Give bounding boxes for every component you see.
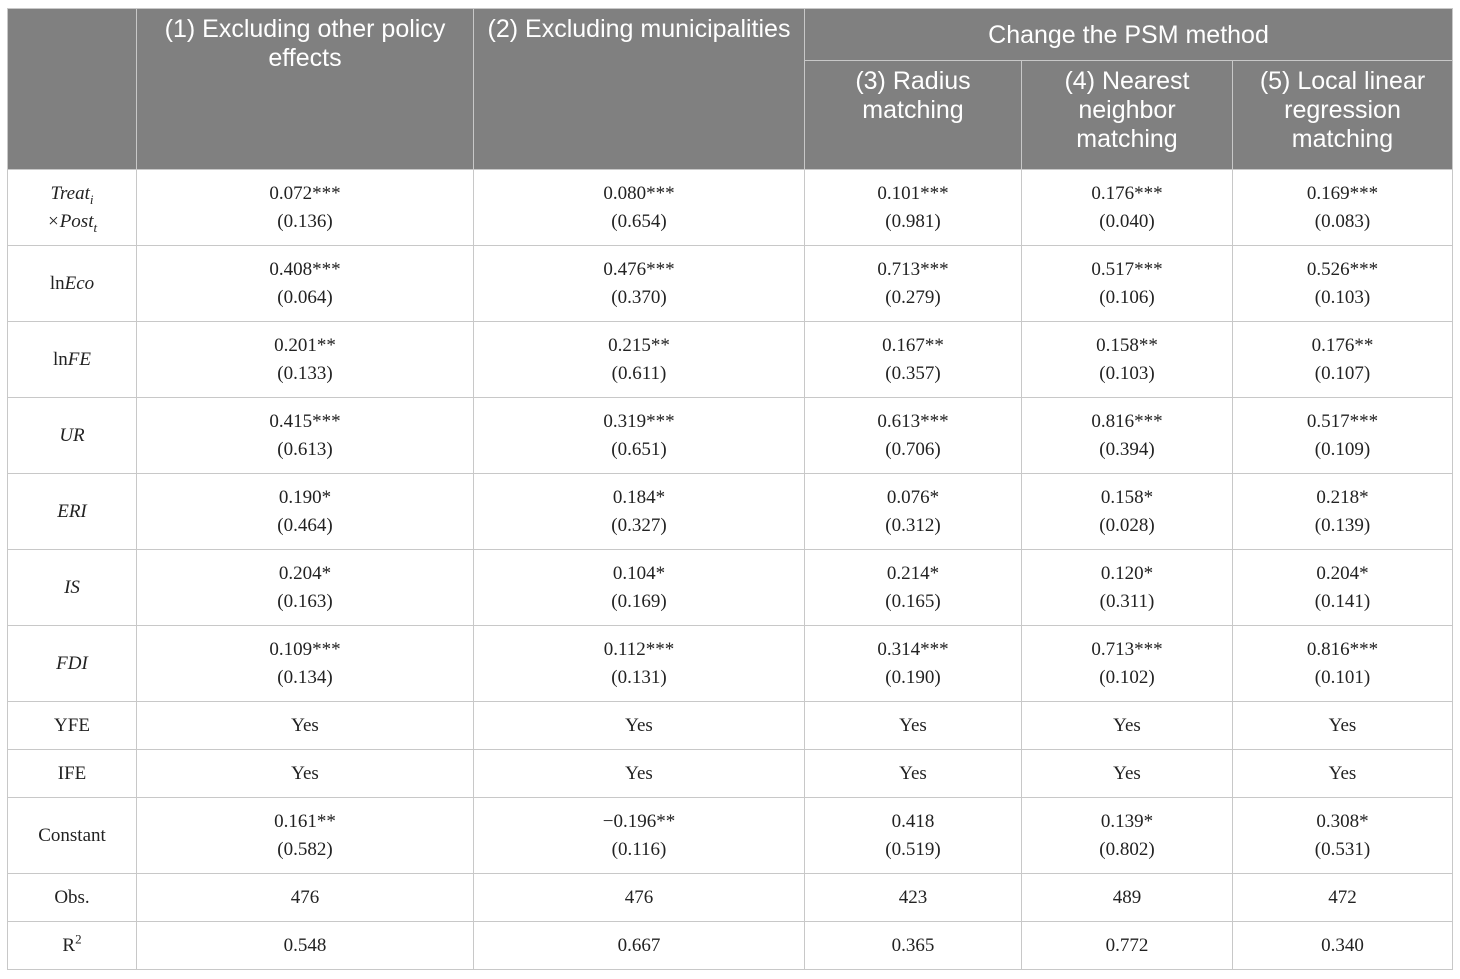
cell-lneco-col4	[1022, 246, 1233, 322]
col-header-2: (2) Excluding municipalities	[474, 9, 805, 170]
table-header	[8, 9, 1453, 170]
col-header-5-text: (5) Local linear regression matching	[1259, 67, 1426, 153]
standard-error: (0.040)	[1099, 210, 1155, 232]
table-row-lnfe	[8, 322, 1453, 398]
cell-lnfe-col4	[1022, 322, 1233, 398]
coefficient: 0.169***	[1306, 182, 1379, 204]
cell-fdi-col1	[137, 626, 474, 702]
label-variable: ERI	[57, 500, 87, 522]
standard-error: (0.107)	[1314, 362, 1371, 384]
table-row-obs	[8, 874, 1453, 922]
cell-yfe-col4: Yes	[1022, 702, 1233, 750]
coefficient: 0.167**	[882, 334, 944, 356]
cell-lnfe-col3	[805, 322, 1022, 398]
standard-error: (0.169)	[611, 590, 667, 612]
regression-table	[7, 8, 1453, 970]
standard-error: (0.802)	[1099, 838, 1155, 860]
cell-r2-col2: 0.667	[474, 922, 805, 970]
coefficient: 0.201**	[274, 334, 336, 356]
coefficient: 0.184*	[612, 486, 666, 508]
table-row-fdi	[8, 626, 1453, 702]
row-label-lnfe	[8, 322, 137, 398]
table-row-r2	[8, 922, 1453, 970]
coefficient: 0.215**	[608, 334, 670, 356]
coefficient: 0.101***	[877, 182, 949, 204]
cell-lnfe-col2	[474, 322, 805, 398]
label-variable: IS	[64, 576, 80, 598]
col-header-1: (1) Excluding other policy effects	[137, 9, 474, 170]
coefficient: 0.713***	[877, 258, 949, 280]
coefficient: 0.816***	[1306, 638, 1379, 660]
standard-error: (0.357)	[885, 362, 941, 384]
standard-error: (0.519)	[885, 838, 941, 860]
cell-is-col4	[1022, 550, 1233, 626]
standard-error: (0.531)	[1314, 838, 1371, 860]
standard-error: (0.131)	[611, 666, 667, 688]
cell-yfe-col2: Yes	[474, 702, 805, 750]
table-row-eri	[8, 474, 1453, 550]
cell-yfe-col3: Yes	[805, 702, 1022, 750]
label-post-subscript: t	[93, 219, 98, 235]
standard-error: (0.327)	[611, 514, 667, 536]
cell-ife-col1: Yes	[137, 750, 474, 798]
standard-error: (0.582)	[277, 838, 333, 860]
cell-fdi-col5	[1233, 626, 1453, 702]
coefficient: 0.526***	[1306, 258, 1379, 280]
cell-obs-col5: 472	[1233, 874, 1453, 922]
cell-constant-col2	[474, 798, 805, 874]
standard-error: (0.139)	[1314, 514, 1371, 536]
standard-error: (0.394)	[1099, 438, 1155, 460]
table-body	[8, 170, 1453, 970]
row-label-is	[8, 550, 137, 626]
coefficient: 0.104*	[612, 562, 666, 584]
cell-obs-col3: 423	[805, 874, 1022, 922]
coefficient: 0.139*	[1100, 810, 1154, 832]
coefficient: 0.204*	[278, 562, 332, 584]
cell-ur-col1	[137, 398, 474, 474]
coefficient: 0.176***	[1091, 182, 1163, 204]
coefficient: 0.517***	[1306, 410, 1379, 432]
row-label-lneco	[8, 246, 137, 322]
table-row-lneco	[8, 246, 1453, 322]
coefficient: 0.076*	[886, 486, 940, 508]
cell-constant-col4	[1022, 798, 1233, 874]
coefficient: 0.415***	[269, 410, 341, 432]
row-label-constant: Constant	[8, 798, 137, 874]
row-label-fdi	[8, 626, 137, 702]
regression-table-container	[7, 8, 1452, 970]
label-post: ×Post	[46, 210, 94, 232]
row-label-ur	[8, 398, 137, 474]
header-row-top	[8, 9, 1453, 61]
cell-ur-col4	[1022, 398, 1233, 474]
coefficient: 0.161**	[274, 810, 336, 832]
cell-constant-col5	[1233, 798, 1453, 874]
coefficient: 0.476***	[603, 258, 675, 280]
standard-error: (0.190)	[885, 666, 941, 688]
cell-treat-post-col2	[474, 170, 805, 246]
standard-error: (0.611)	[611, 362, 667, 384]
cell-ife-col4: Yes	[1022, 750, 1233, 798]
coefficient: 0.408***	[269, 258, 341, 280]
standard-error: (0.083)	[1314, 210, 1371, 232]
coefficient: 0.218*	[1316, 486, 1369, 508]
cell-ife-col5: Yes	[1233, 750, 1453, 798]
table-row-is	[8, 550, 1453, 626]
cell-obs-col4: 489	[1022, 874, 1233, 922]
cell-obs-col2: 476	[474, 874, 805, 922]
cell-ife-col3: Yes	[805, 750, 1022, 798]
cell-lneco-col5	[1233, 246, 1453, 322]
table-row-ife	[8, 750, 1453, 798]
cell-treat-post-col5	[1233, 170, 1453, 246]
cell-ur-col3	[805, 398, 1022, 474]
standard-error: (0.613)	[277, 438, 333, 460]
standard-error: (0.312)	[885, 514, 941, 536]
cell-lneco-col1	[137, 246, 474, 322]
coefficient: 0.613***	[877, 410, 949, 432]
cell-lnfe-col5	[1233, 322, 1453, 398]
cell-lneco-col3	[805, 246, 1022, 322]
label-r-superscript: 2	[75, 931, 82, 947]
standard-error: (0.134)	[277, 666, 333, 688]
cell-yfe-col5: Yes	[1233, 702, 1453, 750]
coefficient: 0.816***	[1091, 410, 1163, 432]
cell-eri-col1	[137, 474, 474, 550]
row-label-line-2	[12, 208, 132, 236]
cell-obs-col1: 476	[137, 874, 474, 922]
standard-error: (0.165)	[885, 590, 941, 612]
header-corner	[8, 9, 137, 170]
col-header-4-text: (4) Nearest neighbor matching	[1064, 67, 1190, 153]
table-row-constant	[8, 798, 1453, 874]
cell-ur-col5	[1233, 398, 1453, 474]
coefficient: 0.120*	[1100, 562, 1154, 584]
standard-error: (0.028)	[1099, 514, 1155, 536]
col-header-5	[1233, 61, 1453, 170]
standard-error: (0.464)	[277, 514, 333, 536]
col-header-4	[1022, 61, 1233, 170]
cell-r2-col4: 0.772	[1022, 922, 1233, 970]
coefficient: 0.109***	[269, 638, 341, 660]
standard-error: (0.101)	[1314, 666, 1371, 688]
coefficient: 0.517***	[1091, 258, 1163, 280]
cell-eri-col2	[474, 474, 805, 550]
coefficient: −0.196**	[602, 810, 676, 832]
cell-ur-col2	[474, 398, 805, 474]
standard-error: (0.651)	[611, 438, 667, 460]
label-variable: FE	[67, 348, 91, 370]
cell-r2-col3: 0.365	[805, 922, 1022, 970]
cell-ife-col2: Yes	[474, 750, 805, 798]
row-label-line-1	[12, 180, 132, 208]
coefficient: 0.204*	[1316, 562, 1369, 584]
row-label-yfe: YFE	[8, 702, 137, 750]
label-treat: Treat	[50, 182, 90, 204]
cell-eri-col3	[805, 474, 1022, 550]
row-label-obs: Obs.	[8, 874, 137, 922]
label-variable: Eco	[64, 272, 95, 294]
standard-error: (0.103)	[1314, 286, 1371, 308]
standard-error: (0.102)	[1099, 666, 1155, 688]
cell-lneco-col2	[474, 246, 805, 322]
label-prefix: ln	[53, 348, 68, 370]
cell-fdi-col3	[805, 626, 1022, 702]
coefficient: 0.418	[891, 810, 935, 832]
coefficient: 0.080***	[603, 182, 675, 204]
label-prefix: ln	[49, 272, 65, 294]
standard-error: (0.103)	[1099, 362, 1155, 384]
cell-lnfe-col1	[137, 322, 474, 398]
table-row-ur	[8, 398, 1453, 474]
table-row-treat-post	[8, 170, 1453, 246]
cell-fdi-col2	[474, 626, 805, 702]
standard-error: (0.370)	[611, 286, 667, 308]
cell-yfe-col1: Yes	[137, 702, 474, 750]
cell-fdi-col4	[1022, 626, 1233, 702]
coefficient: 0.319***	[603, 410, 675, 432]
standard-error: (0.064)	[277, 286, 333, 308]
cell-treat-post-col3	[805, 170, 1022, 246]
standard-error: (0.981)	[885, 210, 941, 232]
row-label-treat-post	[8, 170, 137, 246]
coefficient: 0.158*	[1100, 486, 1154, 508]
standard-error: (0.163)	[277, 590, 333, 612]
label-treat-subscript: i	[89, 191, 94, 207]
row-label-eri	[8, 474, 137, 550]
coefficient: 0.314***	[877, 638, 949, 660]
standard-error: (0.116)	[611, 838, 667, 860]
coefficient: 0.158**	[1096, 334, 1158, 356]
standard-error: (0.133)	[277, 362, 333, 384]
cell-r2-col5: 0.340	[1233, 922, 1453, 970]
cell-is-col1	[137, 550, 474, 626]
col-header-3-text: (3) Radius matching	[855, 67, 971, 124]
row-label-ife: IFE	[8, 750, 137, 798]
cell-is-col3	[805, 550, 1022, 626]
coefficient: 0.072***	[269, 182, 341, 204]
standard-error: (0.279)	[885, 286, 941, 308]
coefficient: 0.112***	[603, 638, 675, 660]
col-header-3	[805, 61, 1022, 170]
cell-is-col5	[1233, 550, 1453, 626]
cell-constant-col3	[805, 798, 1022, 874]
standard-error: (0.136)	[277, 210, 333, 232]
standard-error: (0.311)	[1099, 590, 1155, 612]
coefficient: 0.713***	[1091, 638, 1163, 660]
coefficient: 0.190*	[278, 486, 332, 508]
coefficient: 0.308*	[1316, 810, 1369, 832]
cell-eri-col5	[1233, 474, 1453, 550]
coefficient: 0.214*	[886, 562, 940, 584]
standard-error: (0.706)	[885, 438, 941, 460]
coefficient: 0.176**	[1311, 334, 1374, 356]
row-label-r2	[8, 922, 137, 970]
group-header-psm: Change the PSM method	[805, 9, 1453, 61]
cell-is-col2	[474, 550, 805, 626]
label-variable: FDI	[56, 652, 88, 674]
cell-treat-post-col1	[137, 170, 474, 246]
cell-r2-col1: 0.548	[137, 922, 474, 970]
label-variable: UR	[59, 424, 85, 446]
standard-error: (0.141)	[1314, 590, 1371, 612]
standard-error: (0.106)	[1099, 286, 1155, 308]
cell-constant-col1	[137, 798, 474, 874]
label-r: R	[62, 934, 76, 956]
table-row-yfe	[8, 702, 1453, 750]
cell-eri-col4	[1022, 474, 1233, 550]
standard-error: (0.654)	[611, 210, 667, 232]
cell-treat-post-col4	[1022, 170, 1233, 246]
standard-error: (0.109)	[1314, 438, 1371, 460]
